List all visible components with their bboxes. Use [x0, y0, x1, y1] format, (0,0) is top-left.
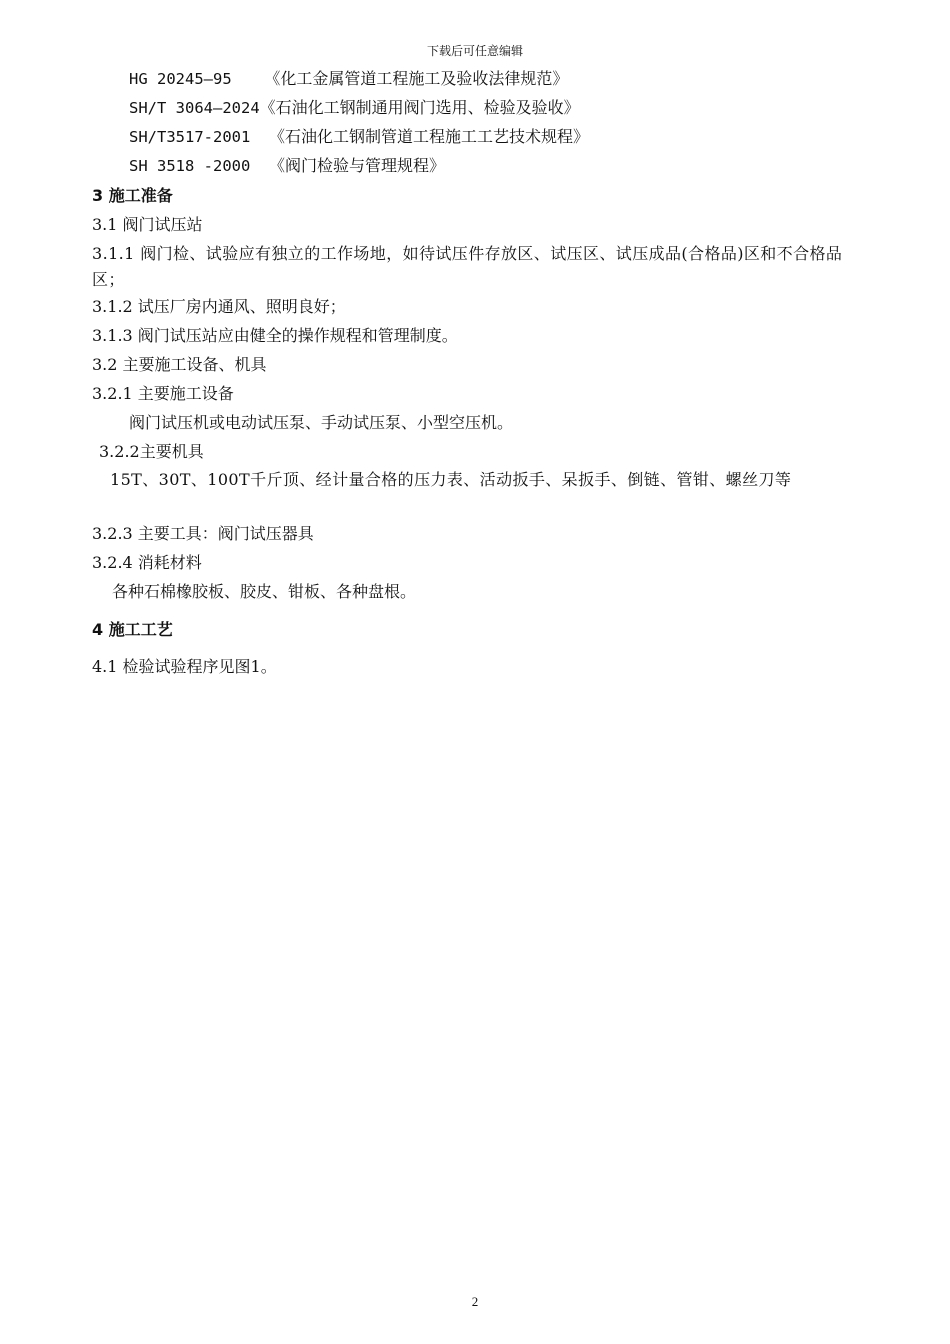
section-3-1-1: 3.1.1 阀门检、试验应有独立的工作场地，如待试压件存放区、试压区、试压成品(合格品)区和不合格品区；	[92, 244, 843, 289]
section-3-1-3: 3.1.3 阀门试压站应由健全的操作规程和管理制度。	[92, 326, 458, 345]
standard-code: HG 20245—95	[129, 70, 251, 88]
section-3-2-1-body: 阀门试压机或电动试压泵、手动试压泵、小型空压机。	[129, 413, 514, 432]
standard-item	[129, 122, 872, 152]
standard-item	[129, 93, 872, 123]
section-3-2-1: 3.2.1 主要施工设备	[92, 384, 234, 403]
section-4-heading: 4 施工工艺	[92, 620, 173, 639]
section-3-2-4: 3.2.4 消耗材料	[92, 553, 202, 572]
standard-title: 《阀门检验与管理规程》	[268, 156, 445, 175]
section-3-2-3: 3.2.3 主要工具：阀门试压器具	[92, 524, 314, 543]
section-4-1: 4.1 检验试验程序见图1。	[92, 657, 277, 676]
standard-item	[129, 151, 872, 181]
standard-title: 《石油化工钢制管道工程施工工艺技术规程》	[268, 127, 589, 146]
section-3-heading: 3 施工准备	[92, 186, 173, 205]
standard-code: SH/T 3064—2024	[129, 99, 260, 117]
section-3-1: 3.1 阀门试压站	[92, 215, 203, 234]
standard-title: 《石油化工钢制通用阀门选用、检验及验收》	[259, 98, 580, 117]
section-3-1-2: 3.1.2 试压厂房内通风、照明良好；	[92, 297, 346, 316]
section-3-2-2: 3.2.2主要机具	[99, 442, 204, 461]
standard-code: SH/T3517-2001	[129, 128, 269, 146]
standard-code: SH 3518 -2000	[129, 157, 269, 175]
page-number: 2	[471, 1294, 479, 1309]
page-header: 下载后可任意编辑	[426, 44, 523, 58]
standard-title: 《化工金属管道工程施工及验收法律规范》	[264, 69, 569, 88]
section-3-2-4-body: 各种石棉橡胶板、胶皮、钳板、各种盘根。	[112, 582, 417, 601]
standard-item	[129, 64, 872, 94]
section-3-2-2-body: 15T、30T、100T千斤顶、经计量合格的压力表、活动扳手、呆扳手、倒链、管钳、螺丝刀等	[110, 470, 792, 489]
section-3-2: 3.2 主要施工设备、机具	[92, 355, 267, 374]
